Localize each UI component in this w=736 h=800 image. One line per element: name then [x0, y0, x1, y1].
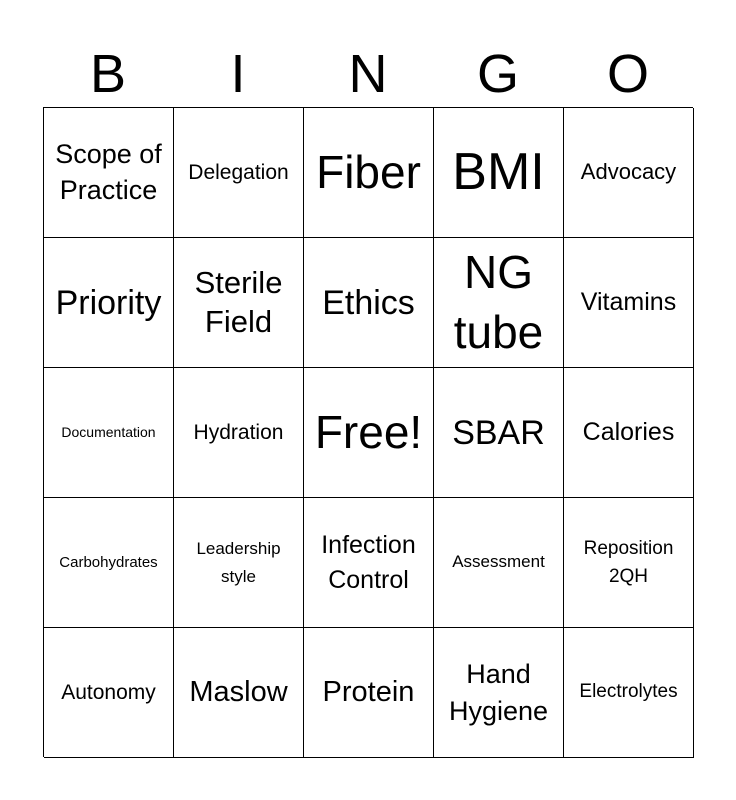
cell-label: Scope of Practice — [55, 139, 162, 205]
bingo-cell-r4c3[interactable] — [304, 498, 434, 628]
bingo-board — [43, 107, 693, 757]
cell-label: Infection Control — [321, 530, 416, 594]
bingo-cell-r3c1[interactable] — [44, 368, 174, 498]
cell-label: Autonomy — [61, 680, 156, 704]
bingo-header — [43, 40, 693, 108]
bingo-cell-r4c5[interactable] — [564, 498, 694, 628]
cell-label: Advocacy — [580, 159, 677, 185]
bingo-cell-r5c4[interactable] — [434, 628, 564, 758]
cell-label: Sterile Field — [194, 264, 283, 339]
cell-label: Vitamins — [580, 288, 677, 317]
bingo-cell-r4c1[interactable] — [44, 498, 174, 628]
bingo-cell-r5c1[interactable] — [44, 628, 174, 758]
bingo-cell-r2c5[interactable] — [564, 238, 694, 368]
cell-label: Carbohydrates — [59, 553, 158, 571]
bingo-cell-r5c3[interactable] — [304, 628, 434, 758]
header-letter-n: N — [348, 44, 388, 104]
header-letter-g: G — [476, 44, 519, 104]
cell-label: Leadership style — [196, 539, 281, 586]
cell-label: Delegation — [188, 160, 289, 184]
bingo-cell-r5c5[interactable] — [564, 628, 694, 758]
bingo-cell-r1c4[interactable] — [434, 108, 564, 238]
bingo-cell-r2c2[interactable] — [174, 238, 304, 368]
cell-label: Documentation — [61, 424, 156, 441]
bingo-cell-r3c5[interactable] — [564, 368, 694, 498]
header-letter-i: I — [230, 44, 246, 104]
bingo-cell-r1c5[interactable] — [564, 108, 694, 238]
bingo-cell-r5c2[interactable] — [174, 628, 304, 758]
bingo-cell-r4c2[interactable] — [174, 498, 304, 628]
cell-label: Priority — [55, 283, 162, 322]
free-space-label: Free! — [314, 406, 423, 459]
cell-label: Hand Hygiene — [448, 659, 549, 726]
cell-label: Maslow — [189, 675, 288, 708]
bingo-cell-r4c4[interactable] — [434, 498, 564, 628]
bingo-cell-r1c3[interactable] — [304, 108, 434, 238]
cell-label: Ethics — [322, 283, 415, 322]
cell-label: Calories — [582, 418, 675, 447]
cell-label: Assessment — [452, 552, 545, 572]
header-letter-o: O — [606, 44, 649, 104]
cell-label: Reposition 2QH — [583, 537, 674, 587]
bingo-cell-r2c1[interactable] — [44, 238, 174, 368]
bingo-cell-r1c2[interactable] — [174, 108, 304, 238]
bingo-cell-r2c3[interactable] — [304, 238, 434, 368]
cell-label: Hydration — [193, 420, 284, 444]
bingo-cell-r1c1[interactable] — [44, 108, 174, 238]
cell-label: BMI — [452, 142, 545, 201]
bingo-cell-r3c4[interactable] — [434, 368, 564, 498]
cell-label: SBAR — [452, 413, 545, 452]
bingo-cell-r3c2[interactable] — [174, 368, 304, 498]
cell-label: Electrolytes — [579, 681, 678, 703]
bingo-cell-r2c4[interactable] — [434, 238, 564, 368]
header-letter-b: B — [89, 44, 127, 104]
cell-label: Protein — [322, 675, 415, 708]
cell-label: NG tube — [453, 245, 544, 358]
bingo-cell-r3c3 — [304, 368, 434, 498]
cell-label: Fiber — [316, 146, 421, 199]
